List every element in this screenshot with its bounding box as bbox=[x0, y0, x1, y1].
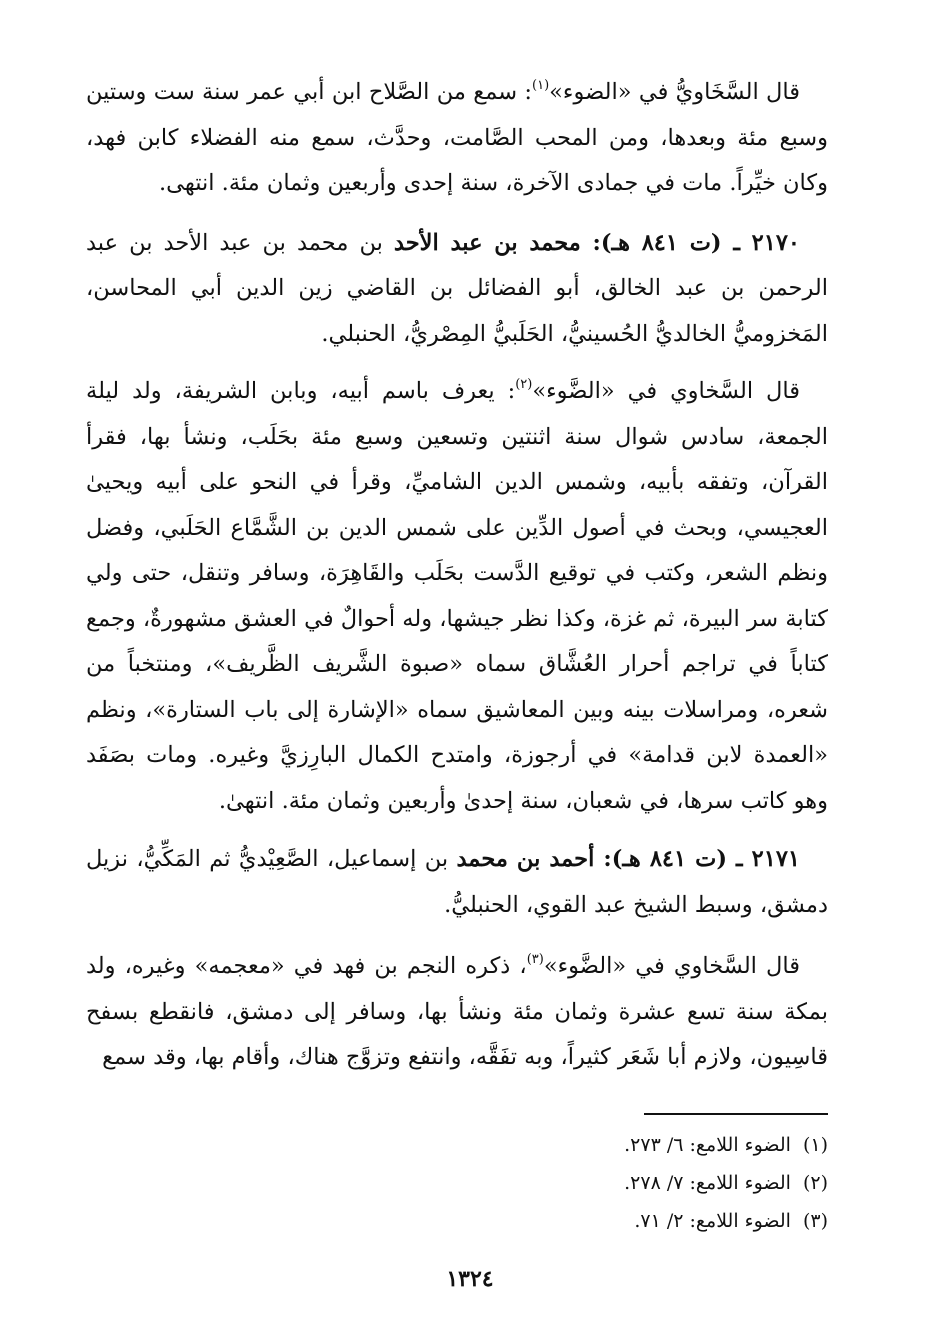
quote-intro: قال السَّخاوي في «الضَّوء» bbox=[543, 953, 800, 979]
entry-2170 bbox=[86, 221, 828, 358]
footnote-3 bbox=[528, 1202, 828, 1240]
main-text bbox=[86, 70, 828, 1081]
quote-text: : سمع من الصَّلاح ابن أبي عمر سنة ست وستين وسبع مئة وبعدها، ومن المحب الصَّامت، وحدَّث، سمع منه الفضلاء كابن فهد، وكان خيِّراً. مات في جمادى الآخرة، سنة إحدى وأربعين وثمان مئة. انتهى. bbox=[86, 79, 828, 196]
quote-intro: قال السَّخَاويُّ في «الضوء» bbox=[549, 79, 800, 105]
footnotes bbox=[528, 1126, 828, 1240]
footnote-text: الضوء اللامع: ٧/ ٢٧٨. bbox=[624, 1172, 791, 1194]
entry-text: بن إسماعيل، الصَّعِيْديُّ ثم المَكِّيُّ، نزيل دمشق، وسبط الشيخ عبد القوي، الحنبليُّ. bbox=[86, 846, 828, 918]
entry-2171 bbox=[86, 837, 828, 928]
footnote-number: (٢) bbox=[802, 1172, 828, 1194]
footnote-separator bbox=[644, 1113, 828, 1115]
paragraph-sakhawi-quote-2 bbox=[86, 369, 828, 824]
footnote-text: الضوء اللامع: ٢/ ٧١. bbox=[634, 1210, 791, 1232]
footnote-1 bbox=[528, 1126, 828, 1164]
footnote-marker-1: (١) bbox=[532, 78, 550, 93]
footnote-text: الضوء اللامع: ٦/ ٢٧٣. bbox=[624, 1134, 791, 1156]
footnote-number: (٣) bbox=[802, 1210, 828, 1232]
paragraph-sakhawi-quote-3 bbox=[86, 944, 828, 1081]
footnote-marker-3: (٣) bbox=[526, 952, 544, 967]
footnote-2 bbox=[528, 1164, 828, 1202]
entry-text: بن محمد بن عبد الأحد بن عبد الرحمن بن عبد الخالق، أبو الفضائل بن القاضي زين الدين أبي المحاسن، المَخزوميُّ الخالديُّ الحُسينيُّ، الحَلَبيُّ المِصْريُّ، الحنبلي. bbox=[86, 229, 828, 347]
quote-text: : يعرف باسم أبيه، وبابن الشريفة، ولد ليلة الجمعة، سادس شوال سنة اثنتين وتسعين وسبع مئة بحَلَب، ونشأ بها، فقرأ القرآن، وتفقه بأبيه، وشمس الدين الشاميِّ، وقرأ في النحو على أبيه ويحيىٰ العجيسي، وبحث في أصول الدِّين على شمس الدين بن الشَّمَّاع الحَلَبي، وفضل ونظم الشعر، وكتب في توقيع الدَّست بحَلَب والقَاهِرَة، وسافر وتنقل، حتى ولي كتابة سر البيرة، ثم غزة، وكذا نظر جيشها، وله أحوالٌ في العشق مشهورةٌ، وجمع كتاباً في تراجم أحرار العُشَّاق سماه «صبوة الشَّريف الظَّريف»، ومنتخباً من شعره، ومراسلات بينه وبين المعاشيق سماه «الإشارة إلى باب الستارة»، ونظم «العمدة لابن قدامة» في أرجوزة، وامتدح الكمال البارِزيَّ وغيره. ومات بصَفَد وهو كاتب سرها، في شعبان، سنة إحدىٰ وأربعين وثمان مئة. انتهىٰ. bbox=[86, 378, 828, 814]
paragraph-sakhawi-quote-1 bbox=[86, 70, 828, 207]
page-number: ١٣٢٤ bbox=[446, 1266, 494, 1292]
entry-heading: ٢١٧١ ـ (ت ٨٤١ هـ): أحمد بن محمد bbox=[456, 846, 800, 872]
footnote-number: (١) bbox=[802, 1134, 828, 1156]
footnote-marker-2: (٢) bbox=[515, 377, 533, 392]
quote-intro: قال السَّخاوي في «الضَّوء» bbox=[532, 378, 800, 404]
quote-text: ، ذكره النجم بن فهد في «معجمه» وغيره، ولد بمكة سنة تسع عشرة وثمان مئة ونشأ بها، وسافر إلى دمشق، فانقطع بسفح قاسِيون، ولازم أبا شَعَر كثيراً، وبه تفَقَّه، وانتفع وتزوَّج هناك، وأقام بها، وقد سمع bbox=[86, 953, 828, 1070]
entry-heading: ٢١٧٠ ـ (ت ٨٤١ هـ): محمد بن عبد الأحد bbox=[393, 229, 801, 256]
